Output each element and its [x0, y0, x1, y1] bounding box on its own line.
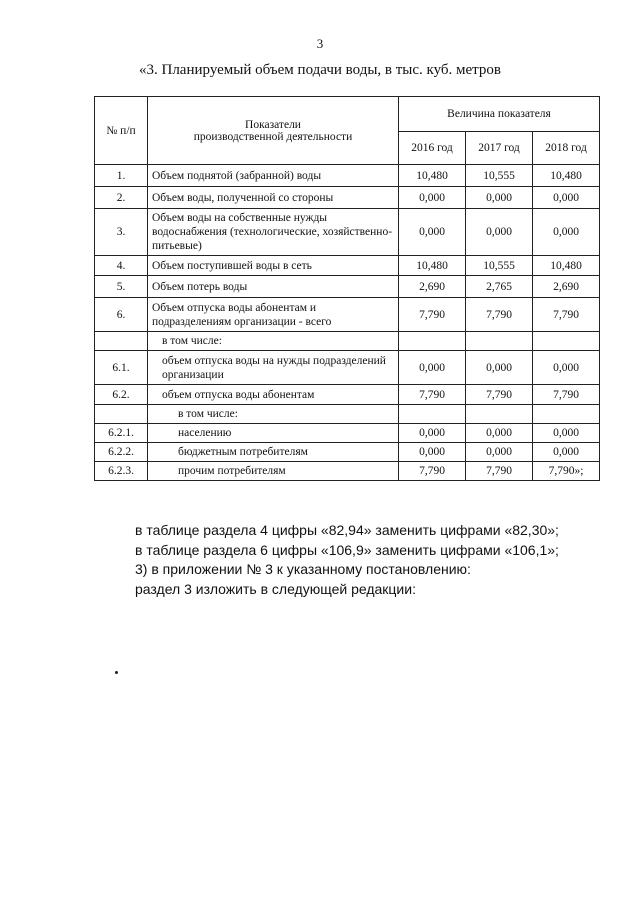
- row-value-2018: 0,000: [533, 443, 600, 462]
- row-value-2018: 0,000: [533, 209, 600, 256]
- row-value-2017: 7,790: [466, 462, 533, 481]
- row-value-2017: 7,790: [466, 298, 533, 332]
- row-value-2017: 2,765: [466, 276, 533, 298]
- table-row: [95, 165, 600, 187]
- table-row: [95, 405, 600, 424]
- table-row: [95, 424, 600, 443]
- row-value-2016: 7,790: [399, 385, 466, 405]
- table-row: [95, 462, 600, 481]
- row-value-2017: 10,555: [466, 256, 533, 276]
- row-value-2016: 0,000: [399, 351, 466, 385]
- header-year-2018: 2018 год: [533, 132, 600, 165]
- row-name: в том числе:: [148, 405, 399, 424]
- row-num: [95, 332, 148, 351]
- row-value-2016: 10,480: [399, 256, 466, 276]
- water-supply-table: [94, 96, 600, 481]
- row-num: 4.: [95, 256, 148, 276]
- header-year-2016: 2016 год: [399, 132, 466, 165]
- page-number: 3: [316, 36, 324, 51]
- row-num: [95, 405, 148, 424]
- row-num: 5.: [95, 276, 148, 298]
- row-value-2018: 0,000: [533, 187, 600, 209]
- header-num: № п/п: [95, 97, 148, 165]
- row-value-2017: [466, 332, 533, 351]
- row-value-2017: 7,790: [466, 385, 533, 405]
- row-value-2016: [399, 405, 466, 424]
- paragraph: в таблице раздела 6 цифры «106,9» заменить цифрами «106,1»;: [135, 541, 559, 558]
- row-value-2016: 7,790: [399, 462, 466, 481]
- row-value-2018: [533, 332, 600, 351]
- row-value-2017: [466, 405, 533, 424]
- row-value-2016: 0,000: [399, 424, 466, 443]
- row-value-2017: 0,000: [466, 424, 533, 443]
- table-row: [95, 209, 600, 256]
- row-name: объем отпуска воды абонентам: [148, 385, 399, 405]
- row-name: Объем поступившей воды в сеть: [148, 256, 399, 276]
- row-value-2018: 2,690: [533, 276, 600, 298]
- paragraph: в таблице раздела 4 цифры «82,94» заменить цифрами «82,30»;: [135, 522, 559, 538]
- row-value-2017: 0,000: [466, 187, 533, 209]
- header-indicator-line1: Показатели: [245, 118, 301, 131]
- paragraph: раздел 3 изложить в следующей редакции:: [135, 580, 416, 597]
- row-value-2018: 7,790: [533, 385, 600, 405]
- table-row: [95, 187, 600, 209]
- header-indicator: [148, 97, 399, 165]
- row-value-2018: 7,790»;: [533, 462, 600, 481]
- row-num: 6.: [95, 298, 148, 332]
- row-name: Объем поднятой (забранной) воды: [148, 165, 399, 187]
- stray-dot-mark: [115, 671, 118, 674]
- header-value-group: Величина показателя: [399, 97, 600, 132]
- row-name: Объем отпуска воды абонентам и подразделениям организации - всего: [148, 298, 399, 332]
- row-name: Объем воды на собственные нужды водоснабжения (технологические, хозяйственно-питьевые): [148, 209, 399, 256]
- row-num: 6.2.1.: [95, 424, 148, 443]
- table-row: [95, 443, 600, 462]
- table-row: [95, 276, 600, 298]
- row-name: Объем воды, полученной со стороны: [148, 187, 399, 209]
- row-value-2018: 7,790: [533, 298, 600, 332]
- row-value-2017: 10,555: [466, 165, 533, 187]
- amendment-text: [135, 521, 559, 599]
- table-row: [95, 332, 600, 351]
- row-name: в том числе:: [148, 332, 399, 351]
- row-value-2018: 0,000: [533, 424, 600, 443]
- row-value-2018: 10,480: [533, 256, 600, 276]
- table-row: [95, 298, 600, 332]
- row-value-2016: 7,790: [399, 298, 466, 332]
- row-num: 3.: [95, 209, 148, 256]
- paragraph: 3) в приложении № 3 к указанному постановлению:: [135, 561, 471, 577]
- row-value-2016: 0,000: [399, 209, 466, 256]
- row-value-2017: 0,000: [466, 209, 533, 256]
- row-value-2018: [533, 405, 600, 424]
- row-num: 1.: [95, 165, 148, 187]
- row-name: Объем потерь воды: [148, 276, 399, 298]
- row-value-2016: 10,480: [399, 165, 466, 187]
- table-row: [95, 256, 600, 276]
- row-value-2016: [399, 332, 466, 351]
- row-name: прочим потребителям: [148, 462, 399, 481]
- row-name: бюджетным потребителям: [148, 443, 399, 462]
- row-num: 6.1.: [95, 351, 148, 385]
- row-num: 6.2.3.: [95, 462, 148, 481]
- table-title: «3. Планируемый объем подачи воды, в тыс. куб. метров: [138, 62, 502, 78]
- row-value-2016: 2,690: [399, 276, 466, 298]
- row-num: 6.2.2.: [95, 443, 148, 462]
- header-year-2017: 2017 год: [466, 132, 533, 165]
- row-value-2018: 0,000: [533, 351, 600, 385]
- row-name: объем отпуска воды на нужды подразделений организации: [148, 351, 399, 385]
- row-value-2018: 10,480: [533, 165, 600, 187]
- row-num: 2.: [95, 187, 148, 209]
- row-value-2017: 0,000: [466, 443, 533, 462]
- header-indicator-line2: производственной деятельности: [193, 130, 353, 143]
- row-value-2016: 0,000: [399, 443, 466, 462]
- row-value-2016: 0,000: [399, 187, 466, 209]
- table-row: [95, 385, 600, 405]
- row-name: населению: [148, 424, 399, 443]
- table-row: [95, 351, 600, 385]
- row-value-2017: 0,000: [466, 351, 533, 385]
- row-num: 6.2.: [95, 385, 148, 405]
